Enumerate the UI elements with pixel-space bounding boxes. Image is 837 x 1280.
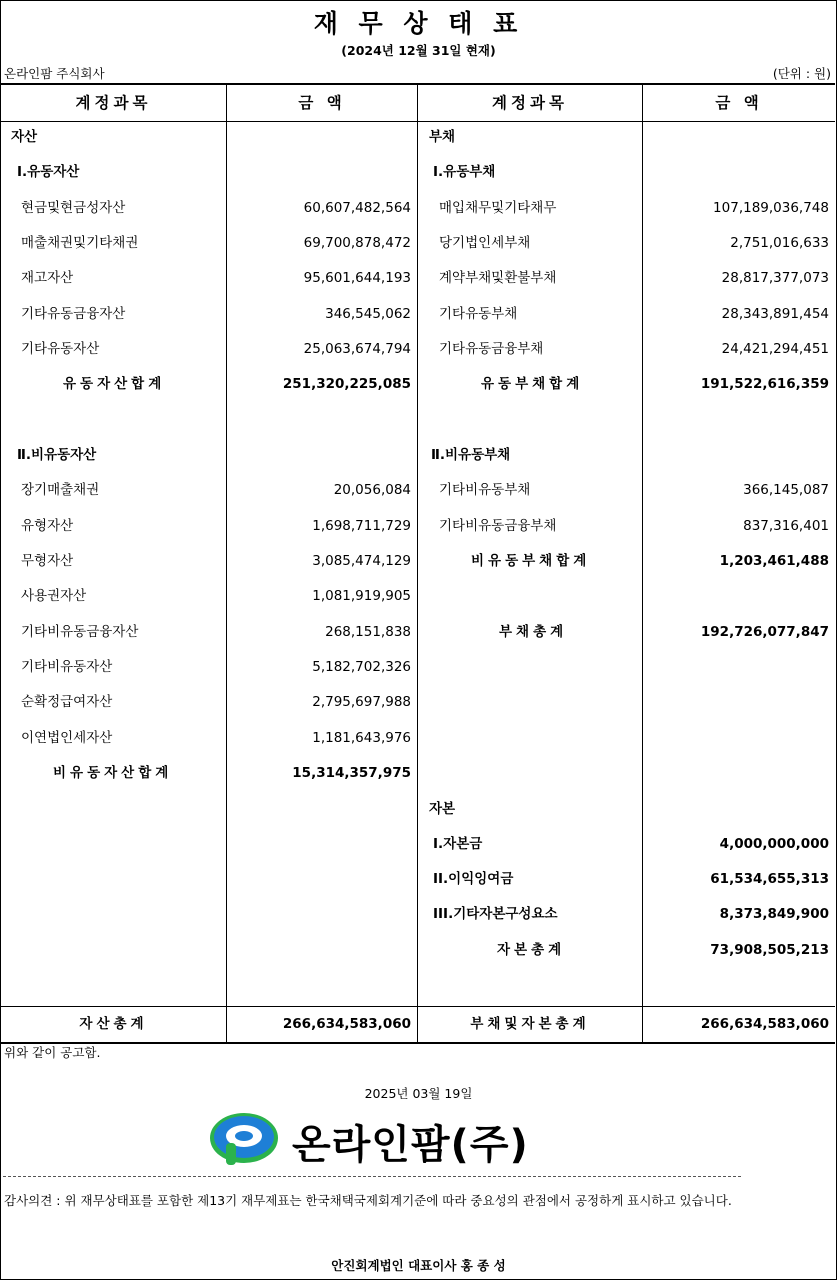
equity-item-value: 61,534,655,313 [710,871,829,887]
asset-item-label: 기타비유동금융자산 [21,624,139,640]
header-amount-left: 금 액 [298,94,346,112]
column-divider [417,85,418,1042]
company-name: 온라인팜 주식회사 [4,66,105,81]
notice-text: 위와 같이 공고함. [4,1045,101,1060]
header-amount-right: 금 액 [715,94,763,112]
notice-date: 2025년 03월 19일 [364,1086,473,1101]
audit-opinion: 감사의견 : 위 재무상태표를 포함한 제13기 재무제표는 한국채택국제회계기준에 따라 중요성의 관점에서 공정하게 표시하고 있습니다. [4,1193,732,1208]
asset-item-value: 346,545,062 [325,306,411,322]
asset-item-value: 3,085,474,129 [312,553,411,569]
equity-item-label: III.기타자본구성요소 [433,906,558,922]
liabilities-total-value: 192,726,077,847 [700,624,829,640]
liability-item-value: 28,343,891,454 [721,306,829,322]
current-liabilities-total-label: 유동부채합계 [481,376,584,392]
noncurrent-liabilities-total-label: 비유동부채합계 [471,553,591,569]
current-assets-total-label: 유동자산합계 [63,376,166,392]
header-divider [1,121,835,122]
auditor-signature: 안진회계법인 대표이사 홍 종 성 [331,1258,506,1273]
asset-item-label: 현금및현금성자산 [21,200,126,216]
logo-text: 온라인팜(주) [292,1122,529,1168]
liability-item-label: 매입채무및기타채무 [439,200,557,216]
equity-item-label: I.자본금 [433,836,483,852]
asset-item-value: 5,182,702,326 [312,659,411,675]
assets-total-label: 자산총계 [79,1016,148,1032]
page-title: 재 무 상 태 표 [313,9,524,38]
asset-item-value: 20,056,084 [333,482,411,498]
asset-item-value: 95,601,644,193 [303,270,411,286]
liability-item-value: 107,189,036,748 [713,200,829,216]
liability-item-label: 기타비유동부채 [439,482,531,498]
report-date: (2024년 12월 31일 현재) [341,43,496,58]
asset-item-label: 이연법인세자산 [21,730,113,746]
liab-equity-total-value: 266,634,583,060 [700,1016,829,1032]
equity-total-value: 73,908,505,213 [710,942,829,958]
asset-item-value: 69,700,878,472 [303,235,411,251]
equity-item-label: II.이익잉여금 [433,871,514,887]
liab-equity-total-label: 부채및자본총계 [470,1016,590,1032]
liability-item-value: 24,421,294,451 [721,341,829,357]
noncurrent-liabilities-heading: Ⅱ.비유동부채 [431,447,511,463]
asset-item-label: 장기매출채권 [21,482,100,498]
asset-item-label: 기타유동자산 [21,341,100,357]
company-logo [208,1111,548,1175]
header-account-left: 계정과목 [75,94,152,112]
liability-item-label: 당기법인세부채 [439,235,531,251]
equity-item-value: 4,000,000,000 [719,836,829,852]
asset-item-value: 268,151,838 [325,624,411,640]
noncurrent-liabilities-total-value: 1,203,461,488 [719,553,829,569]
current-liabilities-heading: Ⅰ.유동부채 [433,164,496,180]
asset-item-label: 기타유동금융자산 [21,306,126,322]
liabilities-section-label: 부채 [429,129,456,145]
asset-item-value: 1,081,919,905 [312,588,411,604]
liability-item-label: 기타비유동금융부채 [439,518,557,534]
liability-item-value: 28,817,377,073 [721,270,829,286]
asset-item-label: 재고자산 [21,270,74,286]
liability-item-label: 기타유동부채 [439,306,518,322]
liability-item-value: 2,751,016,633 [730,235,829,251]
liability-item-label: 기타유동금융부채 [439,341,544,357]
equity-section-label: 자본 [429,801,456,817]
asset-item-label: 유형자산 [21,518,74,534]
asset-item-value: 1,181,643,976 [312,730,411,746]
asset-item-label: 순확정급여자산 [21,694,113,710]
assets-section-label: 자산 [11,129,38,145]
asset-item-value: 2,795,697,988 [312,694,411,710]
noncurrent-assets-heading: Ⅱ.비유동자산 [17,447,97,463]
divider-dashed [3,1176,741,1177]
asset-item-label: 사용권자산 [21,588,87,604]
noncurrent-assets-total-value: 15,314,357,975 [292,765,411,781]
assets-total-value: 266,634,583,060 [282,1016,411,1032]
asset-item-value: 60,607,482,564 [303,200,411,216]
noncurrent-assets-total-label: 비유동자산합계 [53,765,173,781]
asset-item-value: 25,063,674,794 [303,341,411,357]
equity-total-label: 자본총계 [497,942,566,958]
asset-item-value: 1,698,711,729 [312,518,411,534]
current-assets-total-value: 251,320,225,085 [282,376,411,392]
asset-item-label: 매출채권및기타채권 [21,235,139,251]
unit-label: (단위 : 원) [772,66,831,81]
asset-item-label: 무형자산 [21,553,74,569]
balance-sheet-table [1,83,835,1044]
liability-item-value: 837,316,401 [743,518,829,534]
asset-item-label: 기타비유동자산 [21,659,113,675]
liabilities-total-label: 부채총계 [499,624,568,640]
equity-item-value: 8,373,849,900 [719,906,829,922]
header-account-right: 계정과목 [492,94,568,112]
liability-item-value: 366,145,087 [743,482,829,498]
current-assets-heading: Ⅰ.유동자산 [17,164,80,180]
liability-item-label: 계약부채및환불부채 [439,270,557,286]
current-liabilities-total-value: 191,522,616,359 [700,376,829,392]
